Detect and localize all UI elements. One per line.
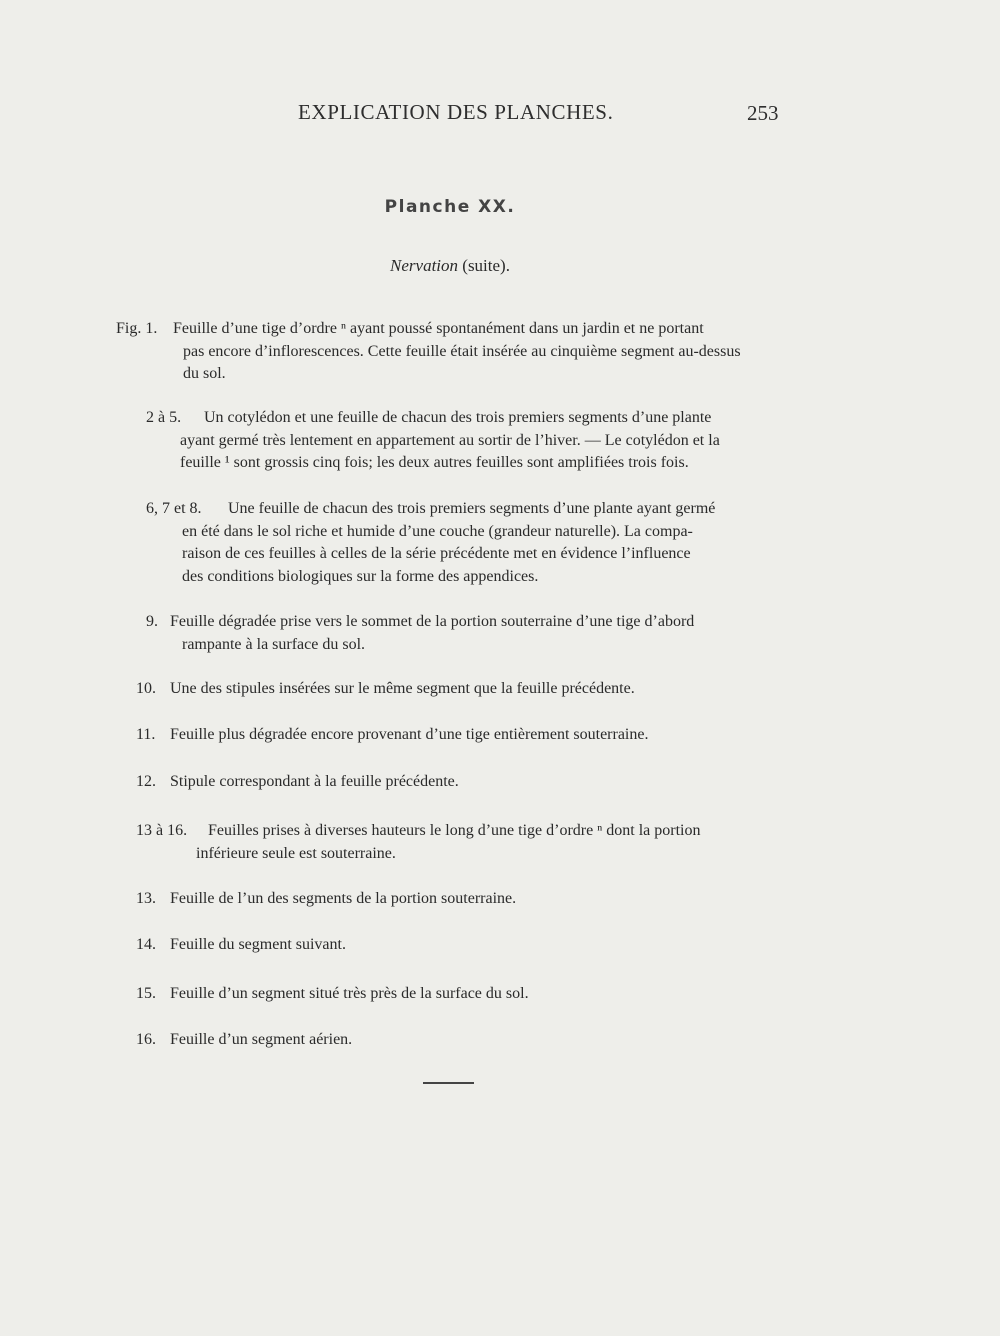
figure-label: 10.	[136, 680, 156, 697]
figure-label: 13 à 16.	[136, 822, 188, 839]
subtitle-italic: Nervation	[390, 256, 459, 275]
entry-text	[170, 888, 796, 911]
figure-entry	[146, 611, 806, 656]
entry-text	[170, 724, 796, 747]
closing-rule	[423, 1082, 474, 1084]
plate-title: Planche XX.	[384, 197, 516, 217]
figure-entry	[136, 983, 796, 1006]
entry-line: Une feuille de chacun des trois premiers segments d’une plante ayant germé	[228, 500, 716, 517]
entry-line: inférieure seule est souterraine.	[196, 844, 396, 862]
entry-line: Feuille d’une tige d’ordre ⁿ ayant poussé spontanément dans un jardin et ne portant	[173, 320, 704, 337]
entry-text	[196, 820, 806, 865]
figure-entry	[136, 771, 796, 794]
entry-line: Feuille plus dégradée encore provenant d’une tige entièrement souterraine.	[170, 726, 649, 743]
entry-line: pas encore d’inflorescences. Cette feuille était insérée au cinquième segment au-dessus	[183, 342, 741, 360]
page-number: 253	[747, 101, 779, 125]
entry-line: ayant germé très lentement en appartement au sortir de l’hiver. — Le cotylédon et la	[180, 431, 720, 449]
entry-text	[180, 407, 806, 475]
figure-label: 16.	[136, 1031, 156, 1048]
figure-entry	[136, 678, 796, 701]
figure-entry	[146, 498, 806, 588]
entry-text	[170, 1029, 796, 1052]
entry-line: Feuille d’un segment situé très près de la surface du sol.	[170, 985, 529, 1002]
entry-text	[170, 983, 796, 1006]
figure-entry	[136, 724, 796, 747]
header-title: EXPLICATION DES PLANCHES.	[298, 100, 614, 124]
entry-text	[170, 771, 796, 794]
entry-text	[173, 318, 796, 386]
plate-subtitle	[0, 256, 900, 276]
figure-label: 12.	[136, 773, 156, 790]
figure-label: 15.	[136, 985, 156, 1002]
entry-line: Stipule correspondant à la feuille précédente.	[170, 773, 459, 790]
entry-line: en été dans le sol riche et humide d’une couche (grandeur naturelle). La compa-	[182, 522, 693, 540]
figure-label: 9.	[146, 613, 158, 630]
entry-line: Un cotylédon et une feuille de chacun des trois premiers segments d’une plante	[204, 409, 712, 426]
entry-line: Feuille dégradée prise vers le sommet de la portion souterraine d’une tige d’abord	[170, 613, 695, 630]
figure-label: Fig. 1.	[116, 320, 158, 337]
figure-entry	[136, 934, 796, 957]
entry-line: Feuille du segment suivant.	[170, 936, 346, 953]
entry-line: Une des stipules insérées sur le même segment que la feuille précédente.	[170, 680, 635, 697]
subtitle-rest: (suite).	[458, 256, 510, 275]
figure-label: 14.	[136, 936, 156, 953]
figure-label: 13.	[136, 890, 156, 907]
figure-entry	[146, 407, 806, 475]
entry-text	[170, 934, 796, 957]
figure-entry	[136, 820, 806, 865]
figure-entry	[116, 318, 796, 386]
figure-entry	[136, 1029, 796, 1052]
entry-line: Feuille de l’un des segments de la portion souterraine.	[170, 890, 517, 907]
entry-line: du sol.	[183, 365, 226, 382]
entry-line: Feuille d’un segment aérien.	[170, 1031, 353, 1048]
entry-line: raison de ces feuilles à celles de la série précédente met en évidence l’influence	[182, 545, 691, 562]
entry-text	[170, 611, 806, 656]
entry-text	[182, 498, 806, 588]
entry-line: Feuilles prises à diverses hauteurs le long d’une tige d’ordre ⁿ dont la portion	[208, 822, 701, 839]
entry-line: des conditions biologiques sur la forme des appendices.	[182, 567, 539, 585]
entry-line: rampante à la surface du sol.	[182, 635, 366, 653]
entry-line: feuille ¹ sont grossis cinq fois; les deux autres feuilles sont amplifiées trois fois.	[180, 454, 689, 471]
figure-label: 6, 7 et 8.	[146, 500, 202, 517]
entry-text	[170, 678, 796, 701]
figure-label: 2 à 5.	[146, 409, 182, 426]
figure-entry	[136, 888, 796, 911]
figure-label: 11.	[136, 726, 156, 743]
